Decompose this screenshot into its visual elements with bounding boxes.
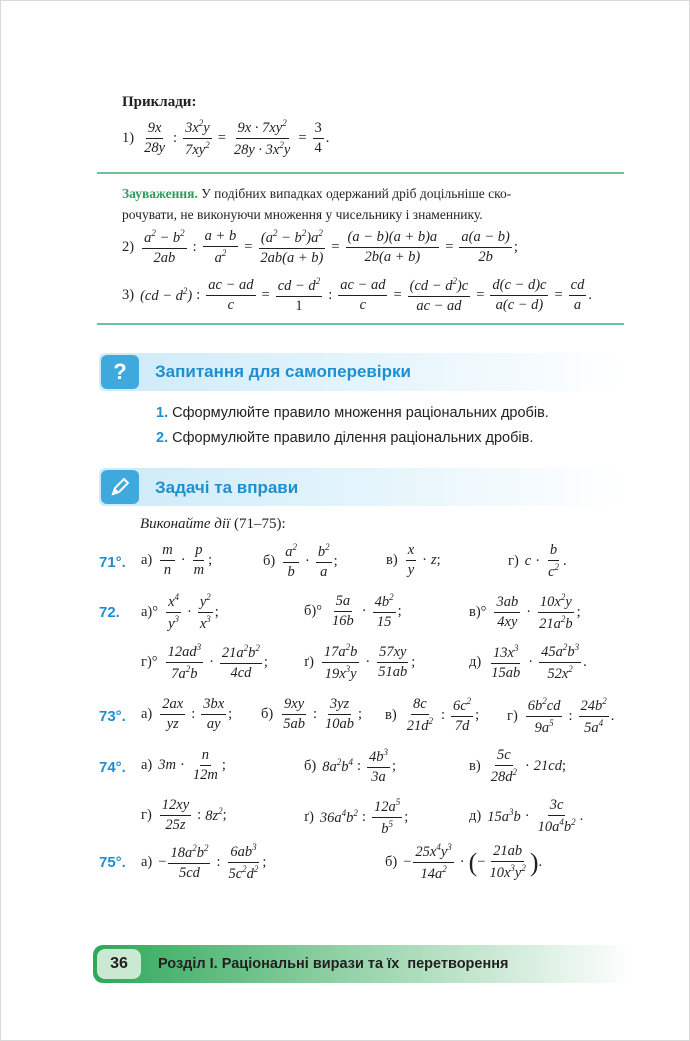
exercise-72f: д) $\frac{13x^3}{15ab}$ · $\frac{45a^2b^3}{52x^2}$ . <box>469 642 587 683</box>
exercise-72b: б)° $\frac{5a}{16b}$ · $\frac{4b^2}{15}$ ; <box>304 592 402 631</box>
exercise-74a: а) 3m · $\frac{n}{12m}$ ; <box>141 747 226 784</box>
remark-block <box>122 183 622 225</box>
exercise-74e: ґ) $36a^4b^2$ : $\frac{12a^5}{b^5}$ ; <box>304 797 409 838</box>
remark-text-2: рочувати, не виконуючи множення у чисельнику і знаменнику. <box>122 207 483 222</box>
example-3: 3) $(cd - d^2)$ : $\frac{ac - ad}{c}$ = $\frac{cd - d^2}{1}$ : $\frac{ac - ad}{c}$ = $\frac{(cd - d^2)c}{ac - ad}$ = $\frac{d(c - d)c}{a(c - d)}$ = $\frac{cd}{a}$ . <box>122 276 592 315</box>
exercise-71c: в) $\frac{x}{y}$ · z ; <box>386 542 441 579</box>
exercise-72c: в)° $\frac{3ab}{4xy}$ · $\frac{10x^2y}{21a^2b}$ ; <box>469 592 581 633</box>
page-number: 36 <box>97 949 141 979</box>
example-2: 2) $\frac{a^2 - b^2}{2ab}$ : $\frac{a + b}{a^2}$ = $\frac{(a^2 - b^2)a^2}{2ab(a + b)}$ = $\frac{(a - b)(a + b)a}{2b(a + b)}$ = $\frac{a(a - b)}{2b}$ ; <box>122 228 518 267</box>
examples-heading: Приклади: <box>122 94 197 110</box>
exercise-number: 71°. <box>99 554 126 571</box>
exercise-73b: б) $\frac{9xy}{5ab}$ : $\frac{3yz}{10ab}$ ; <box>261 696 363 733</box>
exercise-73c: в) $\frac{8c}{21d^2}$ : $\frac{6c^2}{7d}$ ; <box>385 696 480 735</box>
exercise-number: 74°. <box>99 759 126 776</box>
self-check-list <box>156 401 549 451</box>
exercise-75a: а) − $\frac{18a^2b^2}{5cd}$ : $\frac{6ab^3}{5c^2d^2}$ ; <box>141 842 267 883</box>
exercise-73a: а) $\frac{2ax}{yz}$ : $\frac{3bx}{ay}$ ; <box>141 696 233 733</box>
exercise-74c: в) $\frac{5c}{28d^2}$ · 21cd ; <box>469 747 566 786</box>
example-1-label: 1) <box>122 130 135 147</box>
exercise-71b: б) $\frac{a^2}{b}$ · $\frac{b^2}{a}$ ; <box>263 542 338 581</box>
example-1: 1) $\frac{9x}{28y}$ : $\frac{3x^2y}{7xy^2}$ = $\frac{9x \cdot 7xy^2}{28y \cdot 3x^2y}$ = $\frac{3}{4}$ . <box>122 118 330 159</box>
divider-bottom <box>97 323 624 325</box>
divider-top <box>97 172 624 174</box>
example-3-label: 3) <box>122 287 135 304</box>
exercise-74d: г) $\frac{12xy}{25z}$ : $8z^2$ ; <box>141 797 227 834</box>
exercises-title: Задачі та вправи <box>155 478 299 497</box>
self-check-title: Запитання для самоперевірки <box>155 362 411 381</box>
question-icon: ? <box>101 355 139 389</box>
exercises-instruction: Виконайте дії (71–75): <box>140 516 286 532</box>
exercise-72d: г)° $\frac{12ad^3}{7a^2b}$ · $\frac{21a^2b^2}{4cd}$ ; <box>141 642 268 683</box>
list-item: 1. Сформулюйте правило множення раціональних дробів. <box>156 405 549 421</box>
exercise-number: 75°. <box>99 854 126 871</box>
exercise-72a: а)° $\frac{x^4}{y^3}$ · $\frac{y^2}{x^3}$ ; <box>141 592 219 633</box>
list-item: 2. Сформулюйте правило ділення раціональних дробів. <box>156 430 534 446</box>
exercise-74f: д) $15a^3b$ · $\frac{3c}{10a^4b^2}$ . <box>469 797 584 836</box>
pencil-icon <box>101 470 139 504</box>
exercise-71a: а) $\frac{m}{n}$ · $\frac{p}{m}$ ; <box>141 542 213 579</box>
exercise-number: 72. <box>99 604 120 621</box>
exercise-73d: г) $\frac{6b^2cd}{9a^5}$ : $\frac{24b^2}{5a^4}$ . <box>507 696 615 737</box>
exercise-number: 73°. <box>99 708 126 725</box>
exercise-75b: б) − $\frac{25x^4y^3}{14a^2}$ · ( − $\frac{21ab}{10x^3y^2}$ ) . <box>385 842 543 883</box>
remark-title: Зауваження. <box>122 186 198 201</box>
exercise-71d: г) c · $\frac{b}{c^2}$ . <box>508 542 567 581</box>
exercise-74b: б) $8a^2b^4$ : $\frac{4b^3}{3a}$ ; <box>304 747 397 786</box>
chapter-title: Розділ І. Раціональні вирази та їх перетворення <box>158 956 509 972</box>
remark-text-1: У подібних випадках одержаний дріб доцільніше ско- <box>201 186 512 201</box>
example-2-label: 2) <box>122 239 135 256</box>
exercise-72e: ґ) $\frac{17a^2b}{19x^3y}$ · $\frac{57xy}{51ab}$ ; <box>304 642 416 683</box>
